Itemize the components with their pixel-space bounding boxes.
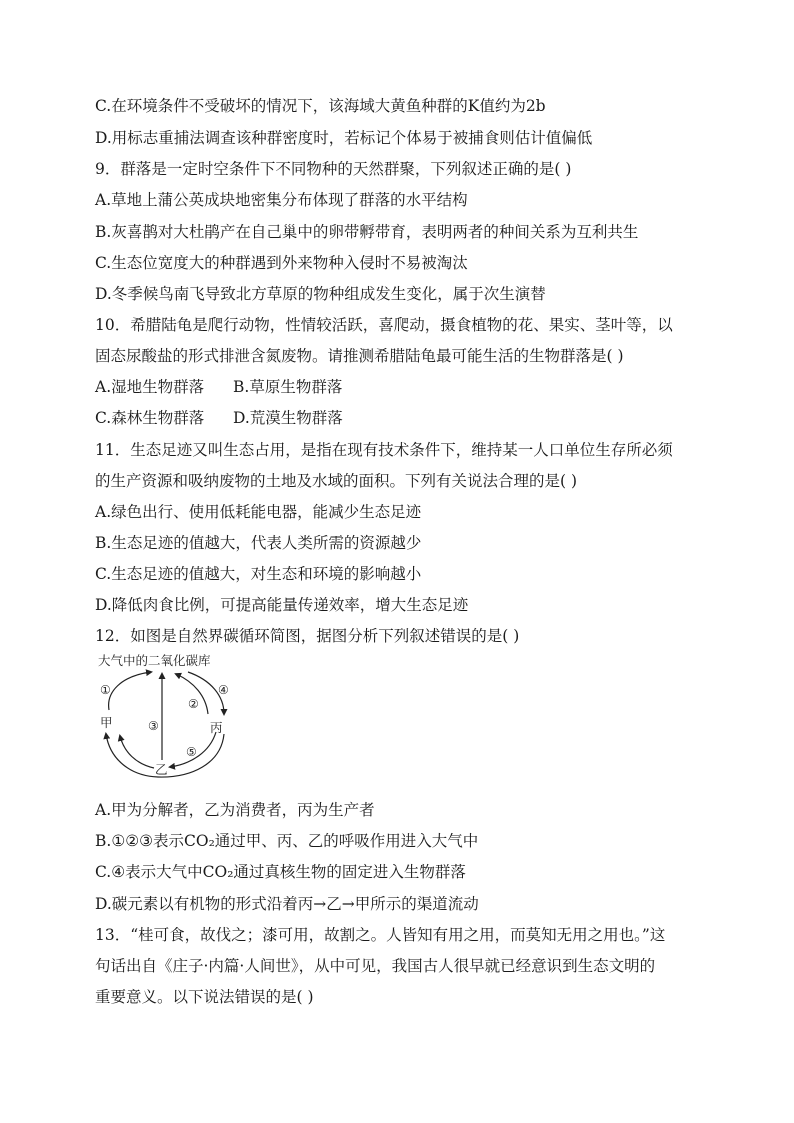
q9-option-c: C.生态位宽度大的种群遇到外来物种入侵时不易被淘汰: [95, 254, 468, 272]
q8-option-c: C.在环境条件不受破坏的情况下，该海域大黄鱼种群的K值约为2b: [95, 97, 546, 115]
q13-stem-line-2: 句话出自《庄子·内篇·人间世》，从中可见，我国古人很早就已经意识到生态文明的: [95, 957, 656, 975]
marker-1: ①: [100, 683, 111, 697]
marker-4: ④: [218, 683, 229, 697]
q10-stem-line-2: 固态尿酸盐的形式排泄含氮废物。请推测希腊陆龟最可能生活的生物群落是( ): [95, 347, 624, 365]
q12-option-a: A.甲为分解者，乙为消费者，丙为生产者: [95, 801, 375, 819]
q12-stem: 12．如图是自然界碳循环简图，据图分析下列叙述错误的是( ): [95, 627, 520, 645]
arrow-1-jia-to-atmosphere: [109, 672, 151, 710]
marker-2: ②: [188, 697, 199, 711]
q11-stem-line-2: 的生产资源和吸纳废物的土地及水域的面积。下列有关说法合理的是( ): [95, 472, 578, 490]
q10-option-b: B.草原生物群落: [233, 378, 343, 396]
node-yi: 乙: [155, 762, 168, 777]
marker-5: ⑤: [186, 745, 197, 759]
q12-option-b: B.①②③表示CO₂通过甲、丙、乙的呼吸作用进入大气中: [95, 832, 479, 850]
q13-stem-line-1: 13．“桂可食，故伐之；漆可用，故割之。人皆知有用之用，而莫知无用之用也。”这: [95, 926, 666, 944]
node-bing: 丙: [210, 720, 223, 735]
marker-3: ③: [148, 719, 159, 733]
carbon-cycle-diagram: [96, 652, 246, 782]
q10-option-a: A.湿地生物群落: [95, 378, 205, 396]
q9-option-b: B.灰喜鹊对大杜鹃产在自己巢中的卵带孵带育，表明两者的种间关系为互利共生: [95, 223, 639, 241]
q9-option-a: A.草地上蒲公英成块地密集分布体现了群落的水平结构: [95, 191, 468, 209]
q13-stem-line-3: 重要意义。以下说法错误的是( ): [95, 988, 314, 1006]
q8-option-d: D.用标志重捕法调查该种群密度时，若标记个体易于被捕食则估计值偏低: [95, 129, 593, 147]
co2-pool-label: 大气中的二氧化碳库: [98, 653, 211, 668]
q9-option-d: D.冬季候鸟南飞导致北方草原的物种组成发生变化，属于次生演替: [95, 285, 546, 303]
q10-option-c: C.森林生物群落: [95, 409, 205, 427]
q12-option-d: D.碳元素以有机物的形式沿着丙→乙→甲所示的渠道流动: [95, 895, 479, 913]
q11-option-a: A.绿色出行、使用低耗能电器，能减少生态足迹: [95, 503, 422, 521]
q11-option-c: C.生态足迹的值越大，对生态和环境的影响越小: [95, 565, 422, 583]
node-jia: 甲: [100, 715, 113, 730]
q9-stem: 9．群落是一定时空条件下不同物种的天然群聚，下列叙述正确的是( ): [95, 160, 572, 178]
q11-option-b: B.生态足迹的值越大，代表人类所需的资源越少: [95, 534, 422, 552]
arrow-yi-to-jia: [120, 736, 154, 768]
q10-stem-line-1: 10．希腊陆龟是爬行动物，性情较活跃，喜爬动，摄食植物的花、果实、茎叶等，以: [95, 316, 673, 334]
q12-option-c: C.④表示大气中CO₂通过真核生物的固定进入生物群落: [95, 863, 466, 881]
q10-option-d: D.荒漠生物群落: [233, 409, 343, 427]
q11-stem-line-1: 11．生态足迹又叫生态占用，是指在现有技术条件下，维持某一人口单位生存所必须: [95, 441, 673, 459]
q11-option-d: D.降低肉食比例，可提高能量传递效率，增大生态足迹: [95, 596, 469, 614]
